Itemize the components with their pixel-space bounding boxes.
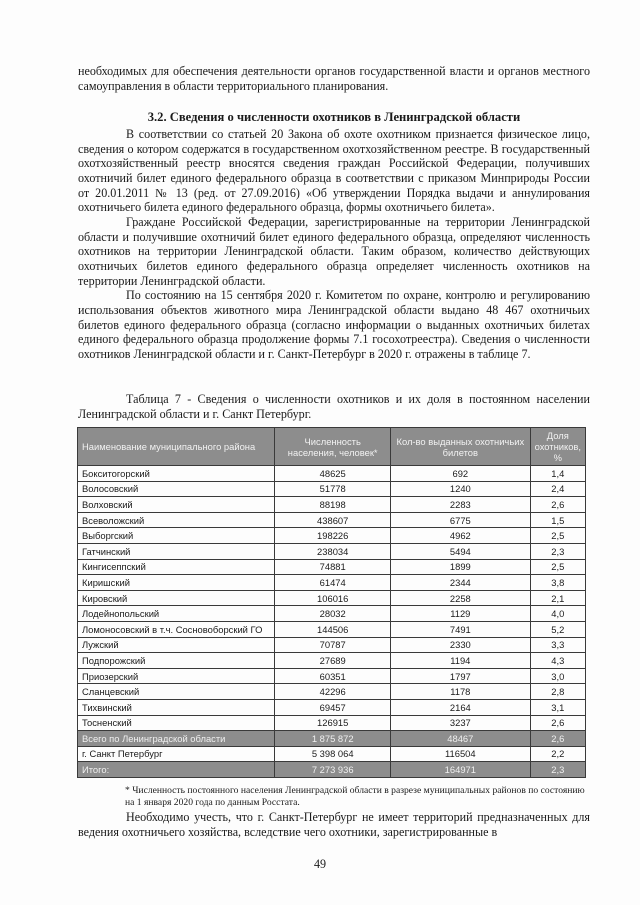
table-row (78, 699, 586, 715)
cell-tickets: 6775 (391, 512, 531, 528)
cell-share: 2,3 (530, 762, 585, 778)
cell-tickets: 1194 (391, 653, 531, 669)
cell-name: Волосовский (78, 481, 275, 497)
cell-name: Кингисеппский (78, 559, 275, 575)
cell-share: 1,4 (530, 466, 585, 482)
table-row (78, 637, 586, 653)
cell-name: г. Санкт Петербург (78, 746, 275, 762)
total-region-row (78, 731, 586, 747)
table-footnote: * Численность постоянного населения Ленинградской области в разрезе муниципальных районов по состоянию на 1 января 2020 года по данным Росстата. (125, 785, 585, 808)
cell-tickets: 5494 (391, 543, 531, 559)
cell-share: 2,4 (530, 481, 585, 497)
table-row (78, 684, 586, 700)
header-share: Доля охотников, % (530, 428, 585, 466)
cell-name: Подпорожский (78, 653, 275, 669)
cell-name: Гатчинский (78, 543, 275, 559)
cell-share: 5,2 (530, 621, 585, 637)
spb-row (78, 746, 586, 762)
table-row (78, 497, 586, 513)
table-row (78, 528, 586, 544)
cell-share: 2,5 (530, 559, 585, 575)
table-row (78, 668, 586, 684)
hunters-table (77, 427, 586, 778)
cell-share: 2,2 (530, 746, 585, 762)
paragraph-hunter-definition: В соответствии со статьей 20 Закона об охоте охотником признается физическое лицо, сведения о котором содержатся в государственном охотхозяйственном реестре. В государственный охотхозяйственный реестр вносятся сведения граждан Российской Федерации, получивших охотничий билет единого федерального образца в соответствии с приказом Минприроды России от 20.01.2011 № 13 (ред. от 27.09.2016) «Об утверждении Порядка выдачи и аннулирования охотничьего билета единого федерального образца, формы охотничьего билета». (78, 127, 590, 215)
cell-name: Лужский (78, 637, 275, 653)
cell-tickets: 1178 (391, 684, 531, 700)
cell-tickets: 2258 (391, 590, 531, 606)
cell-tickets: 1129 (391, 606, 531, 622)
cell-name: Приозерский (78, 668, 275, 684)
table-row (78, 621, 586, 637)
table-row (78, 606, 586, 622)
grand-total-row (78, 762, 586, 778)
cell-name: Волховский (78, 497, 275, 513)
cell-share: 4,0 (530, 606, 585, 622)
table-row (78, 512, 586, 528)
cell-population: 144506 (275, 621, 391, 637)
cell-share: 2,6 (530, 497, 585, 513)
cell-share: 3,0 (530, 668, 585, 684)
cell-name: Киришский (78, 575, 275, 591)
cell-population: 42296 (275, 684, 391, 700)
cell-name: Бокситогорский (78, 466, 275, 482)
cell-tickets: 7491 (391, 621, 531, 637)
paragraph-statistics: По состоянию на 15 сентября 2020 г. Комитетом по охране, контролю и регулированию использования объектов животного мира Ленинградской области выдано 48 467 охотничьих билетов единого федерального образца (согласно информации о выданных охотничьих билетах единого федерального образца продолжение формы 7.1 госохотреестра). Сведения о численности охотников Ленинградской области и г. Санкт-Петербург в 2020 г. отражены в таблице 7. (78, 288, 590, 361)
cell-tickets: 2283 (391, 497, 531, 513)
cell-population: 28032 (275, 606, 391, 622)
cell-population: 1 875 872 (275, 731, 391, 747)
cell-share: 1,5 (530, 512, 585, 528)
table-row (78, 653, 586, 669)
cell-share: 2,5 (530, 528, 585, 544)
cell-tickets: 692 (391, 466, 531, 482)
cell-population: 438607 (275, 512, 391, 528)
cell-share: 2,1 (530, 590, 585, 606)
cell-name: Кировский (78, 590, 275, 606)
closing-paragraph (78, 810, 590, 839)
cell-population: 88198 (275, 497, 391, 513)
header-tickets: Кол-во выданных охотничьих билетов (391, 428, 531, 466)
cell-tickets: 2344 (391, 575, 531, 591)
table-row (78, 466, 586, 482)
body-paragraphs (78, 127, 590, 362)
cell-population: 238034 (275, 543, 391, 559)
cell-name: Всеволожский (78, 512, 275, 528)
cell-share: 2,6 (530, 731, 585, 747)
cell-share: 2,8 (530, 684, 585, 700)
cell-tickets: 2164 (391, 699, 531, 715)
cell-population: 198226 (275, 528, 391, 544)
cell-population: 61474 (275, 575, 391, 591)
table-row (78, 575, 586, 591)
cell-name: Ломоносовский в т.ч. Сосновоборский ГО (78, 621, 275, 637)
table-row (78, 715, 586, 731)
table-row (78, 481, 586, 497)
cell-share: 3,8 (530, 575, 585, 591)
cell-tickets: 48467 (391, 731, 531, 747)
cell-share: 4,3 (530, 653, 585, 669)
table-header-row (78, 428, 586, 466)
closing-text: Необходимо учесть, что г. Санкт-Петербург не имеет территорий предназначенных для ведения охотничьего хозяйства, вследствие чего охотники, зарегистрированные в (78, 810, 590, 839)
cell-population: 7 273 936 (275, 762, 391, 778)
header-population: Численность населения, человек* (275, 428, 391, 466)
table-caption: Таблица 7 - Сведения о численности охотников и их доля в постоянном населении Ленинградской области и г. Санкт Петербург. (78, 392, 590, 421)
cell-name: Сланцевский (78, 684, 275, 700)
cell-population: 27689 (275, 653, 391, 669)
cell-population: 60351 (275, 668, 391, 684)
cell-population: 74881 (275, 559, 391, 575)
cell-tickets: 1240 (391, 481, 531, 497)
cell-share: 3,3 (530, 637, 585, 653)
cell-tickets: 164971 (391, 762, 531, 778)
cell-name: Тихвинский (78, 699, 275, 715)
cell-population: 51778 (275, 481, 391, 497)
cell-population: 69457 (275, 699, 391, 715)
table-row (78, 543, 586, 559)
cell-share: 2,3 (530, 543, 585, 559)
cell-share: 2,6 (530, 715, 585, 731)
cell-name: Всего по Ленинградской области (78, 731, 275, 747)
cell-name: Лодейнопольский (78, 606, 275, 622)
cell-name: Итого: (78, 762, 275, 778)
intro-paragraph: необходимых для обеспечения деятельности органов государственной власти и органов местного самоуправления в области территориального планирования. (78, 64, 590, 93)
cell-tickets: 4962 (391, 528, 531, 544)
cell-tickets: 3237 (391, 715, 531, 731)
cell-population: 126915 (275, 715, 391, 731)
paragraph-citizens: Граждане Российской Федерации, зарегистрированные на территории Ленинградской области и получившие охотничий билет единого федерального образца, определяют численность охотников на территории Ленинградской области. Таким образом, количество действующих охотничьих билетов единого федерального образца определяет численность охотников на территории Ленинградской области. (78, 214, 590, 288)
table-row (78, 590, 586, 606)
cell-tickets: 1899 (391, 559, 531, 575)
header-name: Наименование муниципального района (78, 428, 275, 466)
cell-share: 3,1 (530, 699, 585, 715)
cell-tickets: 1797 (391, 668, 531, 684)
page-number: 49 (313, 857, 327, 871)
table-body (78, 466, 586, 778)
section-title: 3.2. Сведения о численности охотников в Ленинградской области (147, 110, 521, 124)
cell-tickets: 2330 (391, 637, 531, 653)
cell-population: 70787 (275, 637, 391, 653)
cell-population: 106016 (275, 590, 391, 606)
cell-population: 5 398 064 (275, 746, 391, 762)
cell-name: Выборгский (78, 528, 275, 544)
cell-population: 48625 (275, 466, 391, 482)
table-row (78, 559, 586, 575)
cell-tickets: 116504 (391, 746, 531, 762)
cell-name: Тосненский (78, 715, 275, 731)
